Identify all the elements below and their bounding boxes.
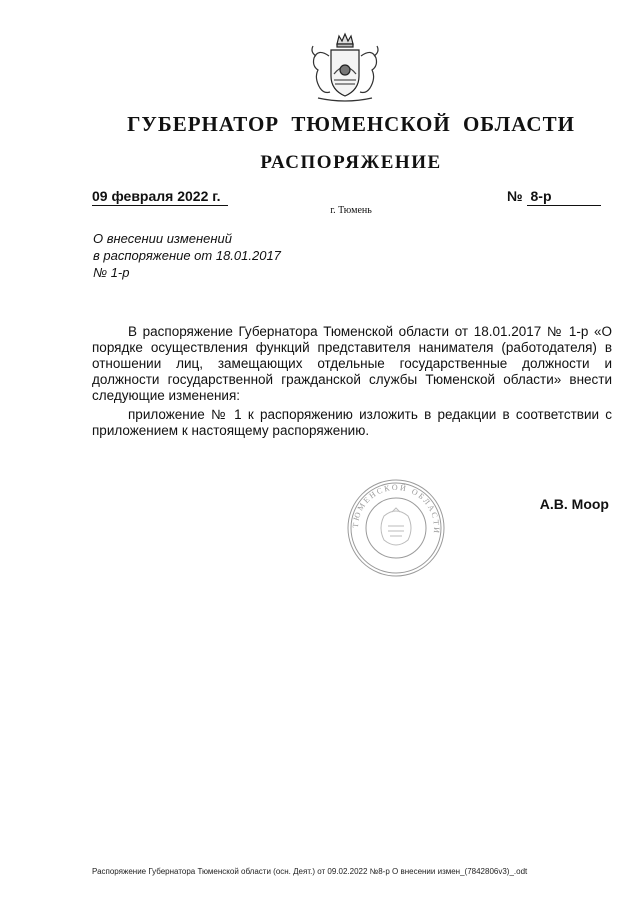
- body-paragraph: приложение № 1 к распоряжению изложить в редакции в соответствии с приложением к настоящему распоряжению.: [92, 407, 612, 438]
- body-paragraph: В распоряжение Губернатора Тюменской области от 18.01.2017 № 1-р «О порядке осуществления функций представителя нанимателя (работодателя) в отношении лиц, замещающих отдельные государственные должности и должности государственной гражданской службы Тюменской области» внести следующие изменения:: [92, 324, 612, 403]
- stamp-text: ТЮМЕНСКОЙ ОБЛАСТИ: [350, 482, 442, 536]
- document-number: 8-р: [527, 188, 601, 206]
- signer-name: А.В. Моор: [539, 496, 609, 512]
- number-label: №: [507, 188, 523, 204]
- document-number-field: [507, 188, 605, 206]
- subject-line: О внесении изменений: [93, 231, 232, 246]
- subject-line: № 1-р: [93, 265, 130, 280]
- coat-of-arms-emblem-icon: [304, 30, 386, 106]
- document-date: 09 февраля 2022 г.: [92, 188, 228, 206]
- svg-text:ТЮМЕНСКОЙ ОБЛАСТИ: [351, 483, 441, 535]
- document-subject: [93, 230, 353, 281]
- document-city: г. Тюмень: [330, 205, 372, 216]
- subject-line: в распоряжение от 18.01.2017: [93, 248, 281, 263]
- document-type-title: РАСПОРЯЖЕНИЕ: [260, 152, 442, 173]
- authority-title: ГУБЕРНАТОР ТЮМЕНСКОЙ ОБЛАСТИ: [127, 112, 575, 136]
- electronic-signature-stamp-icon: [344, 476, 448, 580]
- document-footer: Распоряжение Губернатора Тюменской области (осн. Деят.) от 09.02.2022 №8-р О внесении измен_(7842806v3)_.odt: [92, 867, 528, 876]
- document-body: [92, 324, 612, 442]
